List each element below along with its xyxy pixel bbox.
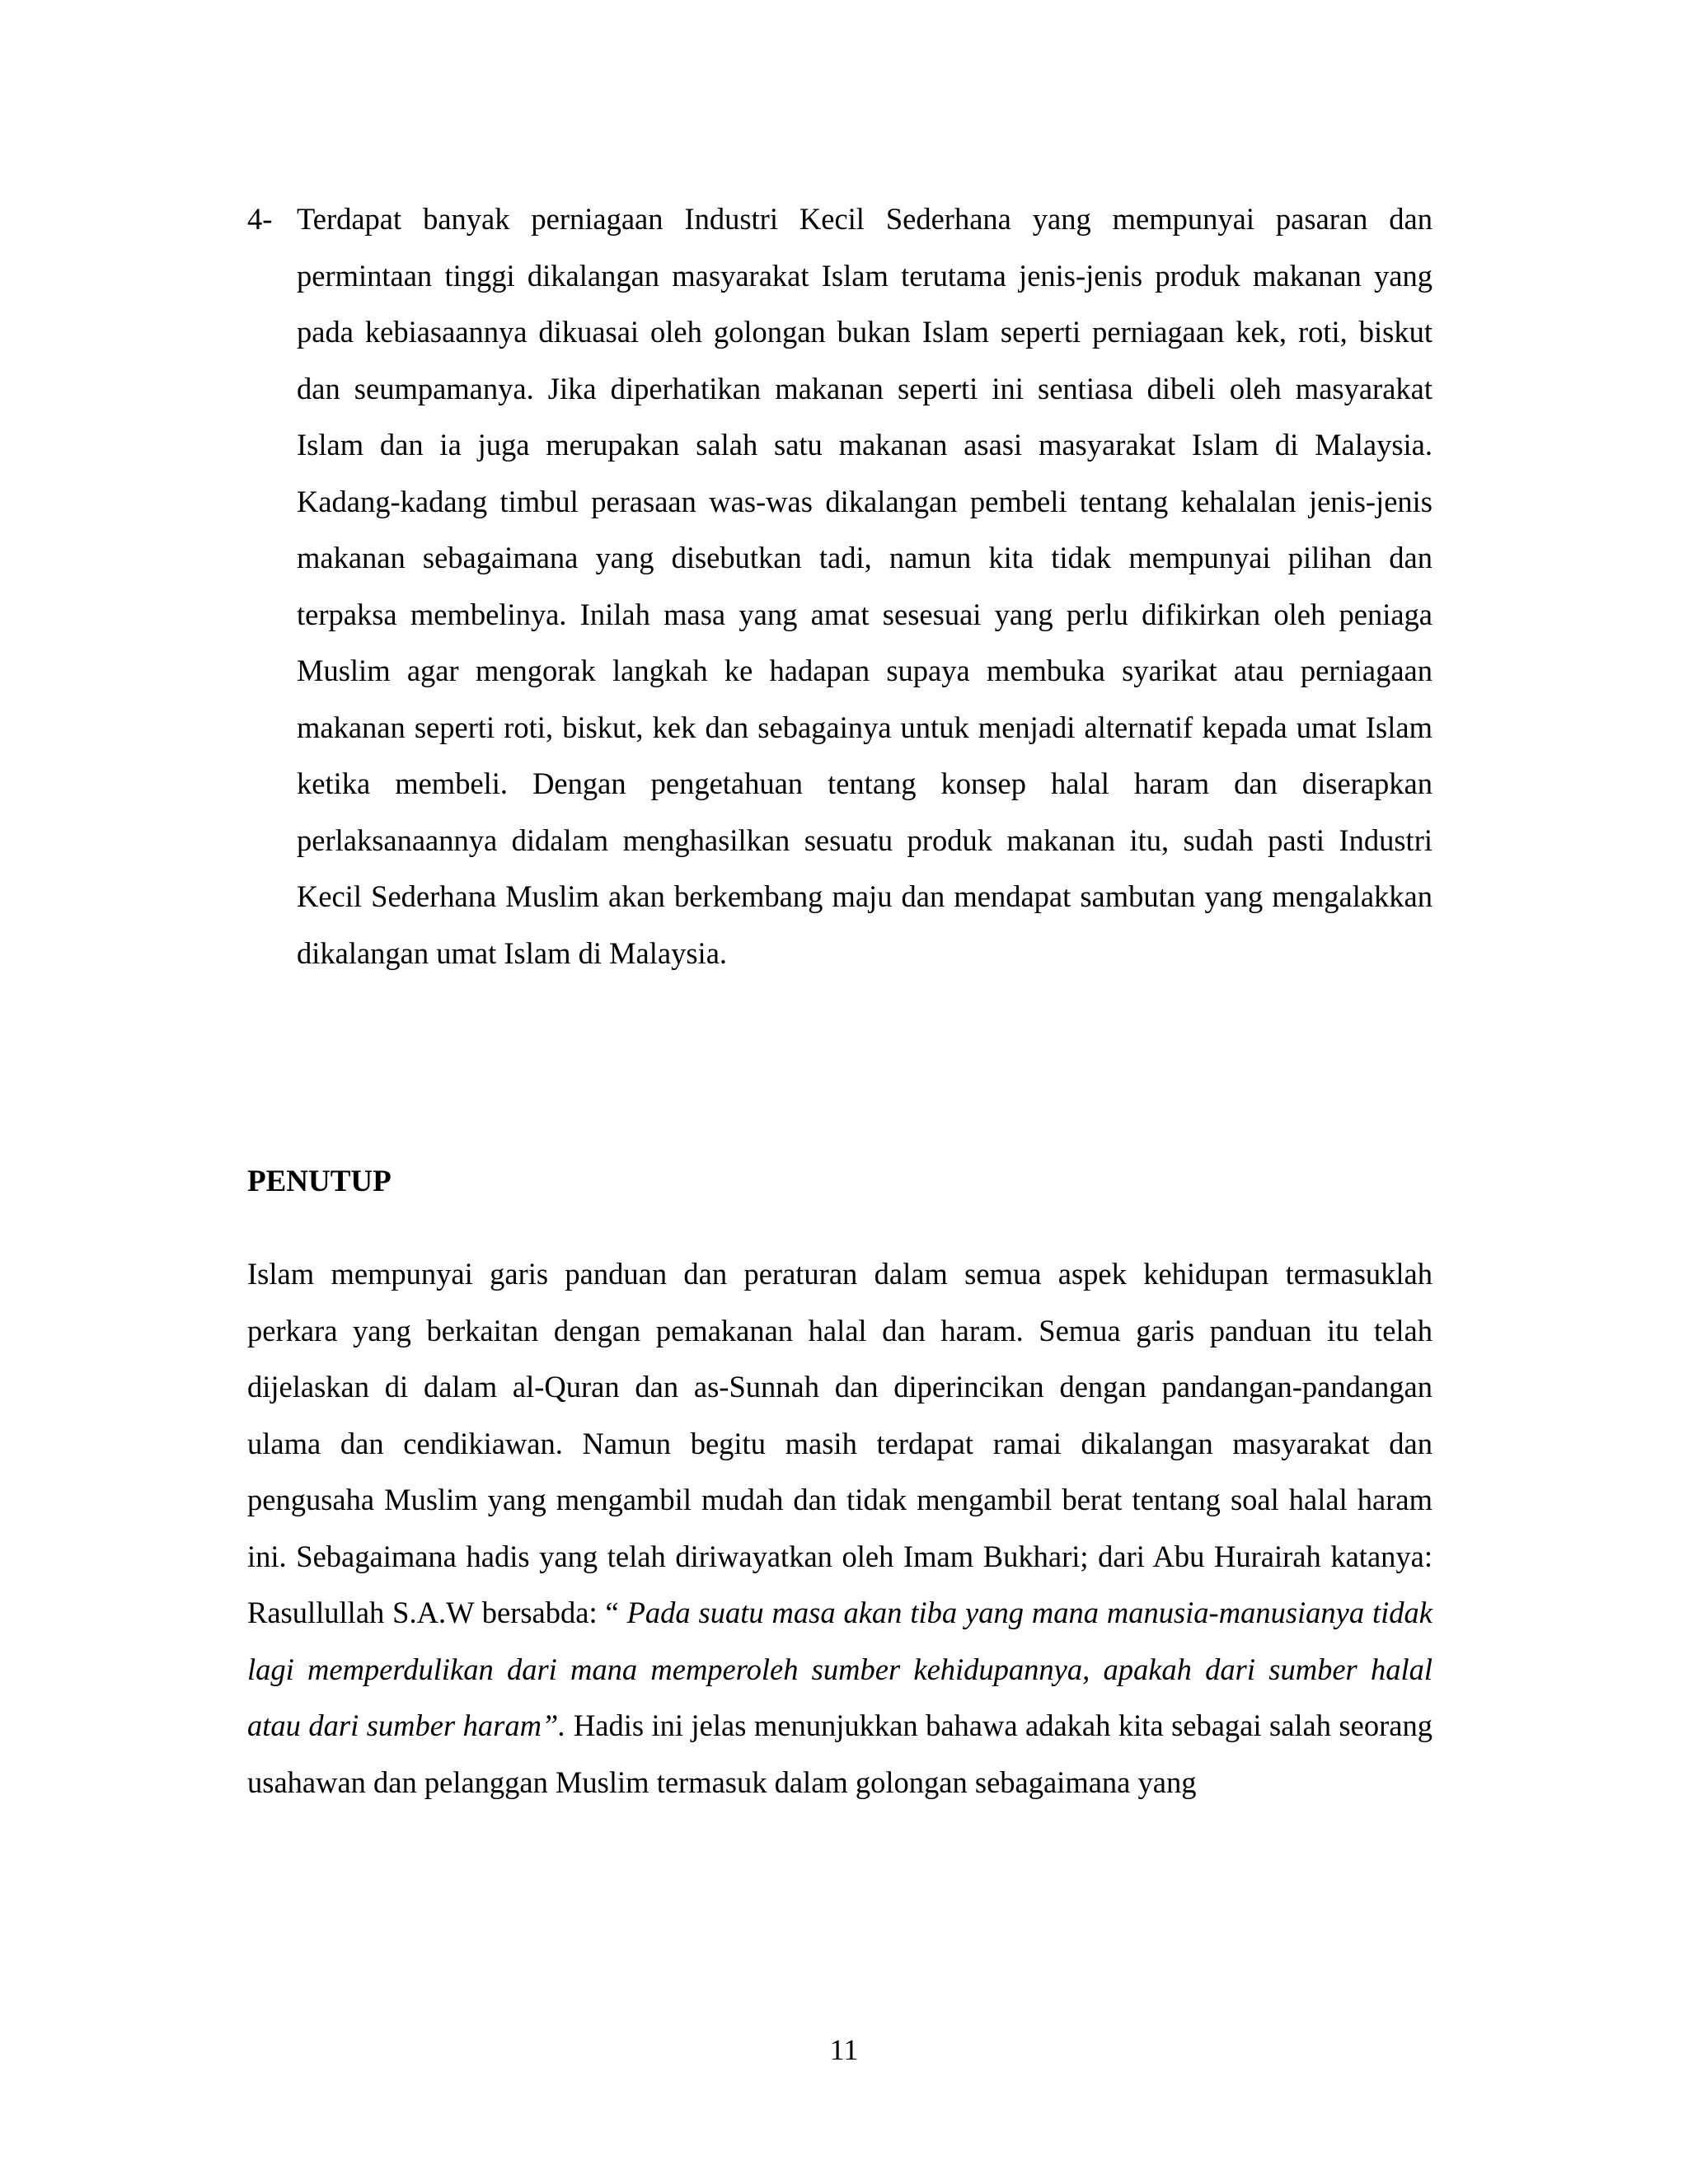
closing-paragraph — [247, 1246, 1432, 1811]
page-number: 11 — [829, 2033, 859, 2066]
paragraph-intro-text: Islam mempunyai garis panduan dan peraturan dalam semua aspek kehidupan termasuklah perkara yang berkaitan dengan pemakanan halal dan haram. Semua garis panduan itu telah dijelaskan di dalam al-Quran dan as-Sunnah dan diperincikan dengan pandangan-pandangan ulama dan cendikiawan. Namun begitu masih terdapat ramai dikalangan masyarakat dan pengusaha Muslim yang mengambil mudah dan tidak mengambil berat tentang soal halal haram ini. Sebagaimana hadis yang telah diriwayatkan oleh Imam Bukhari; dari Abu Hurairah katanya: Rasullullah S.A.W bersabda: “ — [247, 1257, 1432, 1629]
hadith-quote: Pada suatu masa akan tiba yang mana manusia-manusianya tidak lagi memperdulikan dari mana memperoleh sumber kehidupannya, apakah dari sumber halal atau dari sumber haram”. — [247, 1596, 1432, 1742]
list-marker: 4- — [247, 202, 273, 236]
numbered-list-item — [247, 191, 1432, 982]
list-item-text: Terdapat banyak perniagaan Industri Kecil Sederhana yang mempunyai pasaran dan permintaan tinggi dikalangan masyarakat Islam terutama jenis-jenis produk makanan yang pada kebiasaannya dikuasai oleh golongan bukan Islam seperti perniagaan kek, roti, biskut dan seumpamanya. Jika diperhatikan makanan seperti ini sentiasa dibeli oleh masyarakat Islam dan ia juga merupakan salah satu makanan asasi masyarakat Islam di Malaysia. Kadang-kadang timbul perasaan was-was dikalangan pembeli tentang kehalalan jenis-jenis makanan sebagaimana yang disebutkan tadi, namun kita tidak mempunyai pilihan dan terpaksa membelinya. Inilah masa yang amat sesesuai yang perlu difikirkan oleh peniaga Muslim agar mengorak langkah ke hadapan supaya membuka syarikat atau perniagaan makanan seperti roti, biskut, kek dan sebagainya untuk menjadi alternatif kepada umat Islam ketika membeli. Dengan pengetahuan tentang konsep halal haram dan diserapkan perlaksanaannya didalam menghasilkan sesuatu produk makanan itu, sudah pasti Industri Kecil Sederhana Muslim akan berkembang maju dan mendapat sambutan yang mengalakkan dikalangan umat Islam di Malaysia. — [297, 202, 1432, 970]
paragraph-outro-text: Hadis ini jelas menunjukkan bahawa adakah kita sebagai salah seorang usahawan dan pelanggan Muslim termasuk dalam golongan sebagaimana yang — [247, 1708, 1432, 1799]
section-heading: PENUTUP — [247, 1165, 392, 1198]
